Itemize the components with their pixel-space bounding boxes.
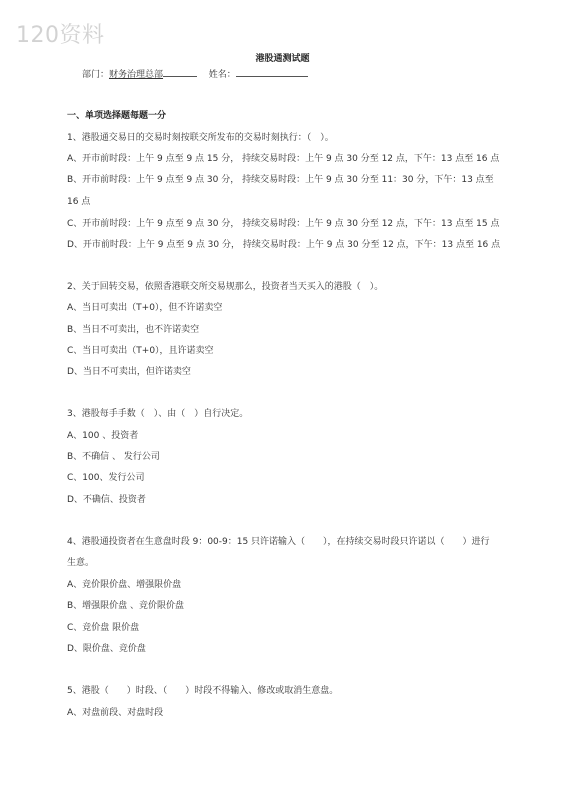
q4-option-c: C、竞价盘 限价盘 <box>67 623 140 633</box>
header-fields <box>82 67 308 80</box>
q3-option-b: B、不确信 、 发行公司 <box>67 452 160 462</box>
q2-option-d: D、当日不可卖出，但许诺卖空 <box>67 367 191 377</box>
q2-option-b: B、当日不可卖出，也不许诺卖空 <box>67 325 200 335</box>
dept-blank-line <box>163 67 197 77</box>
section-heading: 一、单项选择题每题一分 <box>67 111 167 121</box>
document-title: 港股通测试题 <box>255 54 310 64</box>
q3-stem: 3、港股每手手数（ ）、由（ ）自行决定。 <box>67 409 249 419</box>
q3-option-a: A、100 、投资者 <box>67 431 139 441</box>
q4-stem: 4、港股通投资者在生意盘时段 9：00-9：15 只许诺输入（ ），在持续交易时段只许诺以（ ）进行 <box>67 537 490 547</box>
q1-option-c: C、开市前时段：上午 9 点至 9 点 30 分， 持续交易时段：上午 9 点 30 分至 12 点，下午：13 点至 15 点 <box>67 219 500 229</box>
q1-option-a: A、开市前时段：上午 9 点至 9 点 15 分， 持续交易时段：上午 9 点 30 分至 12 点，下午：13 点至 16 点 <box>67 154 500 164</box>
q1-option-b: B、开市前时段：上午 9 点至 9 点 30 分， 持续交易时段：上午 9 点 30 分至 11：30 分，下午：13 点至 <box>67 175 494 185</box>
q5-option-a: A、对盘前段、对盘时段 <box>67 708 164 718</box>
q2-option-c: C、当日可卖出（T+0），且许诺卖空 <box>67 346 214 356</box>
q1-option-b-cont: 16 点 <box>67 197 91 207</box>
dept-label: 部门： <box>82 70 110 80</box>
q2-stem: 2、关于回转交易，依照香港联交所交易规那么，投资者当天买入的港股（ ）。 <box>67 282 384 292</box>
q4-option-d: D、限价盘、竞价盘 <box>67 644 146 654</box>
q1-stem: 1、港股通交易日的交易时刻按联交所发布的交易时刻执行：（ ）。 <box>67 133 334 143</box>
q2-option-a: A、当日可卖出（T+0），但不许诺卖空 <box>67 303 223 313</box>
q4-stem-cont: 生意。 <box>67 558 95 568</box>
name-blank-line <box>236 67 308 77</box>
dept-value: 财务治理总部 <box>109 70 164 80</box>
watermark-text: 120资料 <box>16 23 105 48</box>
q3-option-d: D、不确信、投资者 <box>67 495 146 505</box>
q4-option-b: B、增强限价盘 、竞价限价盘 <box>67 601 185 611</box>
q3-option-c: C、100、发行公司 <box>67 473 145 483</box>
q1-option-d: D、开市前时段：上午 9 点至 9 点 30 分， 持续交易时段：上午 9 点 30 分至 12 点，下午：13 点至 16 点 <box>67 240 501 250</box>
q4-option-a: A、竞价限价盘、增强限价盘 <box>67 580 182 590</box>
name-label: 姓名： <box>208 70 236 80</box>
q5-stem: 5、港股（ ）时段、（ ）时段不得输入、修改或取消生意盘。 <box>67 686 339 696</box>
